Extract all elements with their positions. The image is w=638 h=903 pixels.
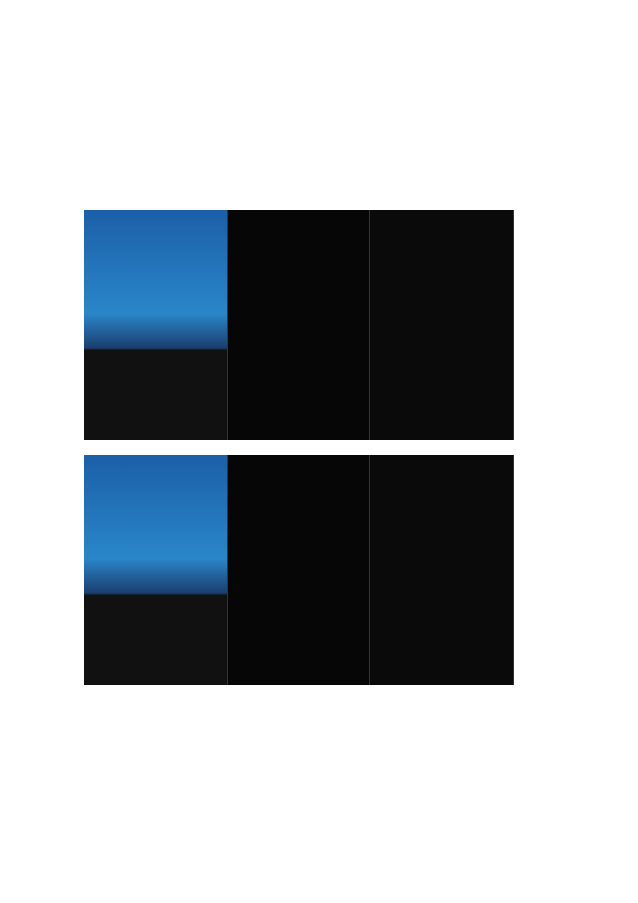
display-settings-screenshot bbox=[370, 455, 514, 685]
screenshot-strip-wireless bbox=[84, 210, 514, 440]
wireless-network-screenshot bbox=[370, 210, 514, 440]
settings-screen-screenshot bbox=[228, 455, 370, 685]
home-screen-screenshot bbox=[84, 210, 228, 440]
screenshot-strip-display bbox=[84, 455, 514, 685]
settings-screen-screenshot bbox=[228, 210, 370, 440]
home-screen-screenshot bbox=[84, 455, 228, 685]
